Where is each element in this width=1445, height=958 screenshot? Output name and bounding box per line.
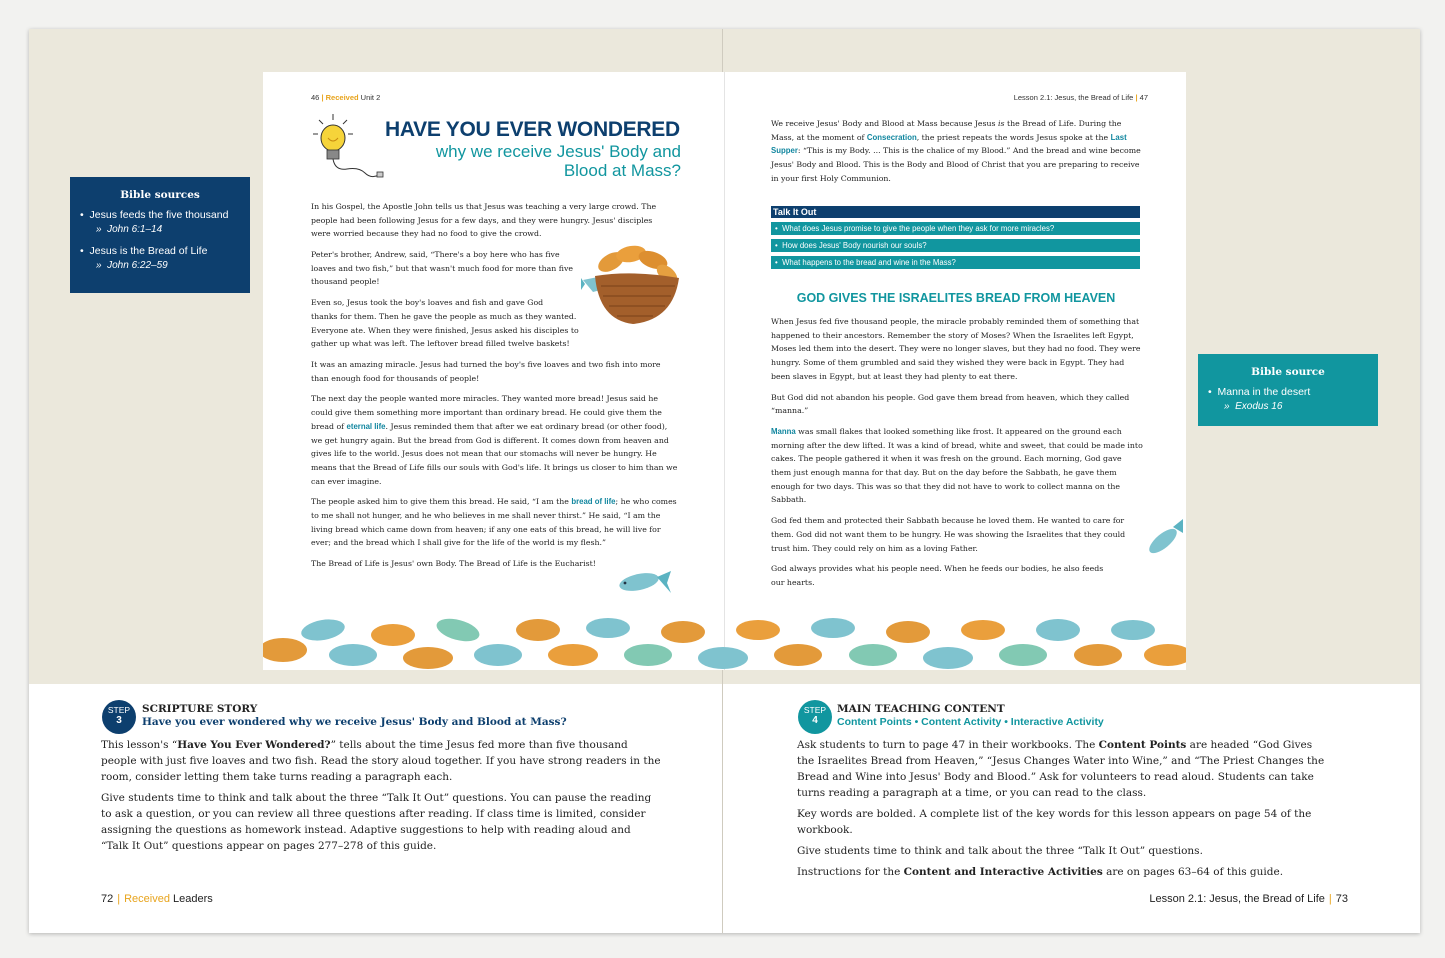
- lightbulb-icon: [311, 112, 386, 182]
- step-4-title: MAIN TEACHING CONTENT: [837, 703, 1005, 715]
- step-3-badge: STEP 3: [102, 700, 136, 734]
- bible-sources-sidebar: [70, 177, 250, 293]
- talk-question: • What does Jesus promise to give the people when they ask for more miracles?: [771, 222, 1140, 235]
- sidebar-item: • Jesus feeds the five thousand: [80, 209, 229, 221]
- feature-subtitle: why we receive Jesus' Body and Blood at Mass?: [435, 142, 681, 180]
- step-3-title: SCRIPTURE STORY: [142, 703, 258, 715]
- story-paragraph: But God did not abandon his people. God gave them bread from heaven, which they called “manna.”: [771, 392, 1130, 416]
- story-paragraph: The next day the people wanted more miracles. They wanted more bread! Jesus said he could give them something more important than ordinary bread. He could give them the bread of eternal life. Jesus reminded them that after we eat ordinary bread (or other food), we get hungry again. But the bread from God is different. It comes down from heaven and gives life to the world. Jesus does not mean that our stomachs will never be hungry. He means that the Bread of Life fills our souls with God's life. It brings us closer to him than we can ever imagine.: [311, 394, 678, 486]
- book-spread: [29, 29, 1420, 933]
- bread-basket-image: [581, 240, 685, 326]
- keyword-eternal-life: eternal life: [346, 421, 386, 431]
- story-paragraph: When Jesus fed five thousand people, the miracle probably reminded them of something that happened to their ancestors. Remember the story of Moses? When the Israelites left Egypt, Moses led them into the desert. They were no longer slaves, but they had no food. They were hungry. Some of them grumbled and said they wished they were back in Egypt. They had been slaves in Egypt, but at least they had plenty to eat there.: [771, 317, 1141, 381]
- sidebar-item: • Jesus is the Bread of Life: [80, 245, 208, 257]
- keyword-last-supper: Last Supper: [771, 132, 1127, 156]
- fish-image: [613, 567, 673, 597]
- fish-image: [1143, 517, 1185, 562]
- sidebar-ref: » John 6:1–14: [96, 224, 163, 235]
- story-wrap: [311, 248, 581, 358]
- manna-story: [771, 315, 1143, 597]
- step-3-subtitle: Have you ever wondered why we receive Jesus' Body and Blood at Mass?: [142, 716, 567, 728]
- step-4-subtitle: Content Points • Content Activity • Interactive Activity: [837, 716, 1104, 728]
- story-paragraph: Even so, Jesus took the boy's loaves and fish and gave God thanks for them. Then he gave the people as much as they wanted. Everyone ate. When they were finished, Jesus asked his disciples to gather up what was left. The leftover bread filled twelve baskets!: [311, 298, 579, 349]
- step-4-badge: STEP 4: [798, 700, 832, 734]
- workbook-spread: [263, 72, 1186, 670]
- workbook-fold: [724, 72, 725, 670]
- story-paragraph: God fed them and protected their Sabbath because he loved them. He wanted to care for them. God did not want them to be hungry. He was showing the Israelites that they could trust him. They could rely on him as a loving Father.: [771, 516, 1126, 553]
- feature-title: HAVE YOU EVER WONDERED: [385, 118, 680, 141]
- story-paragraph: The people asked him to give them this bread. He said, “I am the bread of life; he who comes to me shall not hunger, and he who believes in me shall never thirst.” He said, “I am the living bread which came down from heaven; if any one eats of this bread, he will live for ever; and the bread which I shall give for the life of the world is my flesh.”: [311, 497, 677, 548]
- story-paragraph: The Bread of Life is Jesus' own Body. The Bread of Life is the Eucharist!: [311, 559, 596, 569]
- story-paragraph: Manna was small flakes that looked something like frost. It appeared on the ground each morning after the dew lifted. It was a kind of bread, white and sweet, that could be made into cakes. The people gathered it when it was fresh on the ground. Each morning, God gave them just enough manna for that day. But on the day before the Sabbath, he gave them enough for two days. This was so that they did not have to work to collect manna on the Sabbath.: [771, 426, 1143, 505]
- talk-it-out-title: Talk It Out: [771, 206, 1140, 218]
- workbook-right-header: Lesson 2.1: Jesus, the Bread of Life | 47: [1013, 93, 1148, 102]
- workbook-left-header: 46 | Received Unit 2: [311, 93, 381, 102]
- sidebar-ref: » John 6:22–59: [96, 260, 168, 271]
- step-3-body: This lesson's “Have You Ever Wondered?” tells about the time Jesus fed more than five thousand people with just five loaves and two fish. Read the story aloud together. If you have strong readers in the room, consider letting them take turns reading a paragraph each. Give students time to think and talk about the three “Talk It Out” questions. You can pause the reading to ask a question, or you can review all three questions after reading. If class time is limited, consider assigning the questions as homework instead. Adaptive suggestions to help with reading aloud and “Talk It Out” questions appear on pages 277–278 of this guide.: [101, 739, 661, 852]
- talk-question: • How does Jesus' Body nourish our souls?: [771, 239, 1140, 252]
- intro-paragraph: We receive Jesus' Body and Blood at Mass because Jesus is the Bread of Life. During the Mass, at the moment of Consecration, the priest repeats the words Jesus spoke at the Last Supper: “This is my Body. ... This is the chalice of my Blood.” And the bread and wine become Jesus' Body and Blood. This is the Body and Blood of Christ that you are preparing to receive in your first Holy Communion.: [771, 119, 1141, 183]
- sidebar-ref: » Exodus 16: [1224, 401, 1283, 412]
- right-footer: Lesson 2.1: Jesus, the Bread of Life | 73: [1149, 893, 1348, 905]
- sidebar-item: • Manna in the desert: [1208, 386, 1311, 398]
- story-paragraph: In his Gospel, the Apostle John tells us that Jesus was teaching a very large crowd. The people had been following Jesus for a few days, and they were hungry. Jesus' disciples were worried because they had no food to give the crowd.: [311, 202, 657, 239]
- left-footer: 72 | Received Leaders: [101, 893, 213, 905]
- talk-question: • What happens to the bread and wine in the Mass?: [771, 256, 1140, 269]
- sidebar-title: Bible source: [1251, 366, 1325, 378]
- keyword-bread-of-life: bread of life: [571, 497, 616, 507]
- story-bottom: [311, 358, 679, 578]
- story-paragraph: God always provides what his people need. When he feeds our bodies, he also feeds our hearts.: [771, 564, 1104, 587]
- keyword-consecration: Consecration: [866, 132, 917, 142]
- step-4-body: Ask students to turn to page 47 in their workbooks. The Content Points are headed “God Gives the Israelites Bread from Heaven,” “Jesus Changes Water into Wine,” and “The Priest Changes the Bread and Wine into Jesus' Body and Blood.” Ask for volunteers to read aloud. Students can take turns reading a paragraph at a time, or you can read to the class. Key words are bolded. A complete list of the key words for this lesson appears on page 54 of the workbook. Give students time to think and talk about the three “Talk It Out” questions. Instructions for the Content and Interactive Activities are on pages 63–64 of this guide.: [797, 739, 1325, 878]
- talk-it-out-box: [771, 206, 1140, 273]
- bible-source-sidebar: [1198, 354, 1378, 426]
- sidebar-title: Bible sources: [120, 189, 200, 201]
- section-title: GOD GIVES THE ISRAELITES BREAD FROM HEAVEN: [796, 291, 1116, 305]
- fish-and-bread-border: [263, 600, 1186, 670]
- keyword-manna: Manna: [771, 426, 796, 436]
- story-paragraph: It was an amazing miracle. Jesus had turned the boy's five loaves and two fish into more than enough food for thousands of people!: [311, 360, 661, 383]
- story-paragraph: Peter's brother, Andrew, said, “There's a boy here who has five loaves and two fish,” but that wasn't much food for more than five thousand people!: [311, 250, 573, 287]
